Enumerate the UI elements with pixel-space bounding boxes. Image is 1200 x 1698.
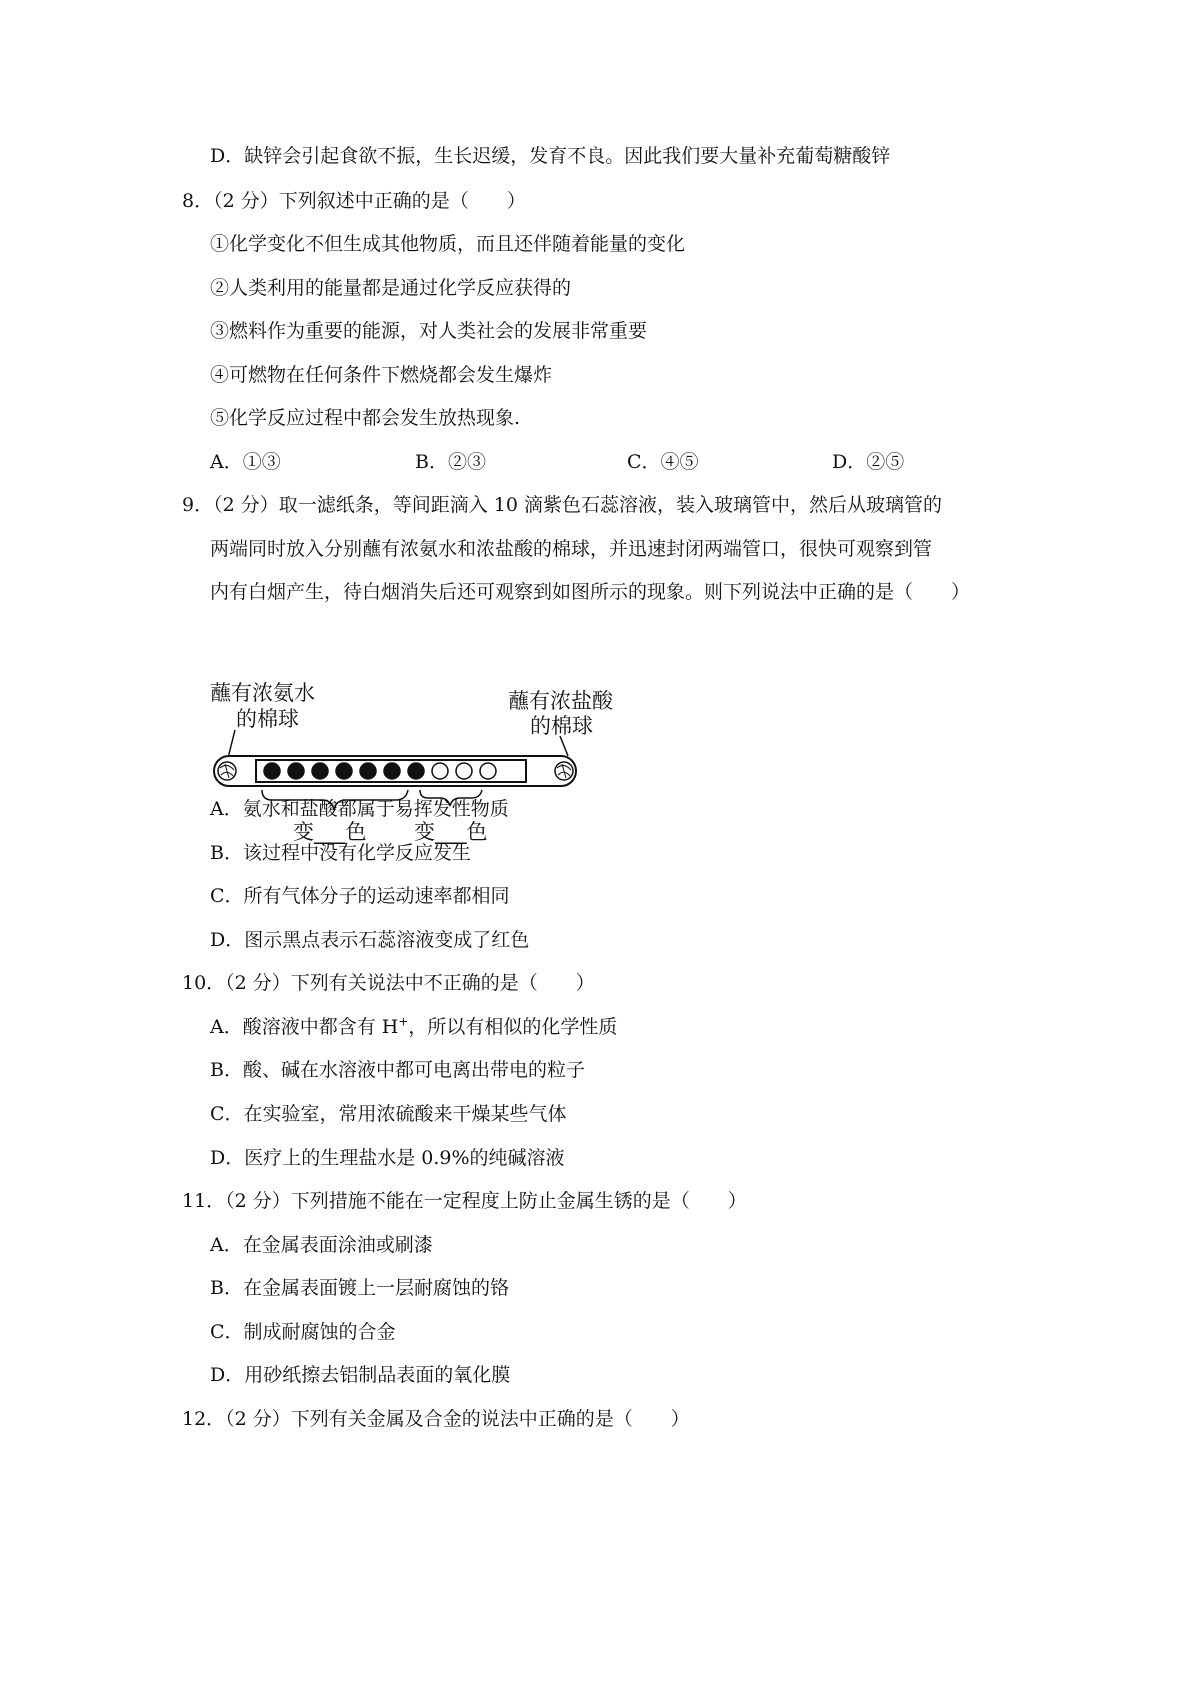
litmus-dot-white bbox=[432, 763, 448, 779]
litmus-dot-white bbox=[456, 763, 472, 779]
right-label-pointer bbox=[560, 736, 568, 756]
q9-stem-line-1: 9．（2 分）取一滤纸条，等间距滴入 10 滴紫色石蕊溶液，装入玻璃管中，然后从玻璃管的 bbox=[182, 494, 942, 516]
glass-tube-figure bbox=[200, 678, 620, 848]
litmus-dot-black bbox=[408, 763, 424, 779]
litmus-dot-black bbox=[384, 763, 400, 779]
q11-option-b: B．在金属表面镀上一层耐腐蚀的铬 bbox=[210, 1277, 509, 1299]
q8-statement-3: ③燃料作为重要的能源，对人类社会的发展非常重要 bbox=[210, 320, 648, 342]
litmus-dot-black bbox=[336, 763, 352, 779]
q8-option-a: A．①③ bbox=[210, 451, 281, 473]
q11-stem: 11．（2 分）下列措施不能在一定程度上防止金属生锈的是（ ） bbox=[182, 1190, 747, 1212]
q10-option-a-superscript: + bbox=[398, 1014, 409, 1029]
right-label-line1: 蘸有浓盐酸 bbox=[508, 689, 613, 713]
q10-option-d: D．医疗上的生理盐水是 0.9%的纯碱溶液 bbox=[210, 1147, 565, 1169]
right-cotton-ball bbox=[555, 762, 573, 780]
q9-option-b: B．该过程中没有化学反应发生 bbox=[210, 842, 471, 864]
q10-option-a-text: A．酸溶液中都含有 H bbox=[210, 1016, 399, 1038]
litmus-dot-black bbox=[264, 763, 280, 779]
litmus-dot-white bbox=[480, 763, 496, 779]
q8-option-b: B．②③ bbox=[415, 451, 486, 473]
right-label-line2: 的棉球 bbox=[530, 714, 593, 738]
q12-stem: 12．（2 分）下列有关金属及合金的说法中正确的是（ ） bbox=[182, 1408, 690, 1430]
q10-option-c: C．在实验室，常用浓硫酸来干燥某些气体 bbox=[210, 1103, 567, 1125]
bottom-label-right: 变___色 bbox=[414, 820, 488, 844]
q11-option-c: C．制成耐腐蚀的合金 bbox=[210, 1321, 396, 1343]
q10-stem: 10．（2 分）下列有关说法中不正确的是（ ） bbox=[182, 972, 595, 994]
q10-option-b: B．酸、碱在水溶液中都可电离出带电的粒子 bbox=[210, 1059, 585, 1081]
q11-option-a: A．在金属表面涂油或刷漆 bbox=[210, 1234, 433, 1256]
left-label-line1: 蘸有浓氨水 bbox=[210, 681, 315, 705]
litmus-dot-black bbox=[312, 763, 328, 779]
q11-option-d: D．用砂纸擦去铝制品表面的氧化膜 bbox=[210, 1364, 511, 1386]
q8-option-d: D．②⑤ bbox=[832, 451, 905, 473]
left-label-line2: 的棉球 bbox=[236, 707, 299, 731]
prev-option-d: D．缺锌会引起食欲不振，生长迟缓，发育不良。因此我们要大量补充葡萄糖酸锌 bbox=[210, 145, 891, 167]
q8-option-c: C．④⑤ bbox=[627, 451, 699, 473]
q10-option-a bbox=[210, 1014, 617, 1040]
litmus-dot-black bbox=[360, 763, 376, 779]
q9-stem-line-2: 两端同时放入分别蘸有浓氨水和浓盐酸的棉球，并迅速封闭两端管口，很快可观察到管 bbox=[210, 538, 933, 560]
q8-statement-1: ①化学变化不但生成其他物质，而且还伴随着能量的变化 bbox=[210, 233, 686, 255]
q8-statement-2: ②人类利用的能量都是通过化学反应获得的 bbox=[210, 277, 572, 299]
q9-option-c: C．所有气体分子的运动速率都相同 bbox=[210, 885, 510, 907]
left-label-pointer bbox=[228, 730, 235, 758]
bottom-label-left: 变___色 bbox=[293, 820, 367, 844]
left-cotton-ball bbox=[218, 762, 236, 780]
q8-statement-5: ⑤化学反应过程中都会发生放热现象. bbox=[210, 407, 521, 429]
q9-option-d: D．图示黑点表示石蕊溶液变成了红色 bbox=[210, 929, 530, 951]
q9-option-a: A．氨水和盐酸都属于易挥发性物质 bbox=[210, 798, 509, 820]
q9-stem-line-3: 内有白烟产生，待白烟消失后还可观察到如图所示的现象。则下列说法中正确的是（ ） bbox=[210, 581, 971, 603]
q8-stem: 8．（2 分）下列叙述中正确的是（ ） bbox=[182, 190, 526, 212]
q8-statement-4: ④可燃物在任何条件下燃烧都会发生爆炸 bbox=[210, 364, 553, 386]
q10-option-a-text-after: ，所以有相似的化学性质 bbox=[408, 1016, 618, 1038]
litmus-dot-black bbox=[288, 763, 304, 779]
